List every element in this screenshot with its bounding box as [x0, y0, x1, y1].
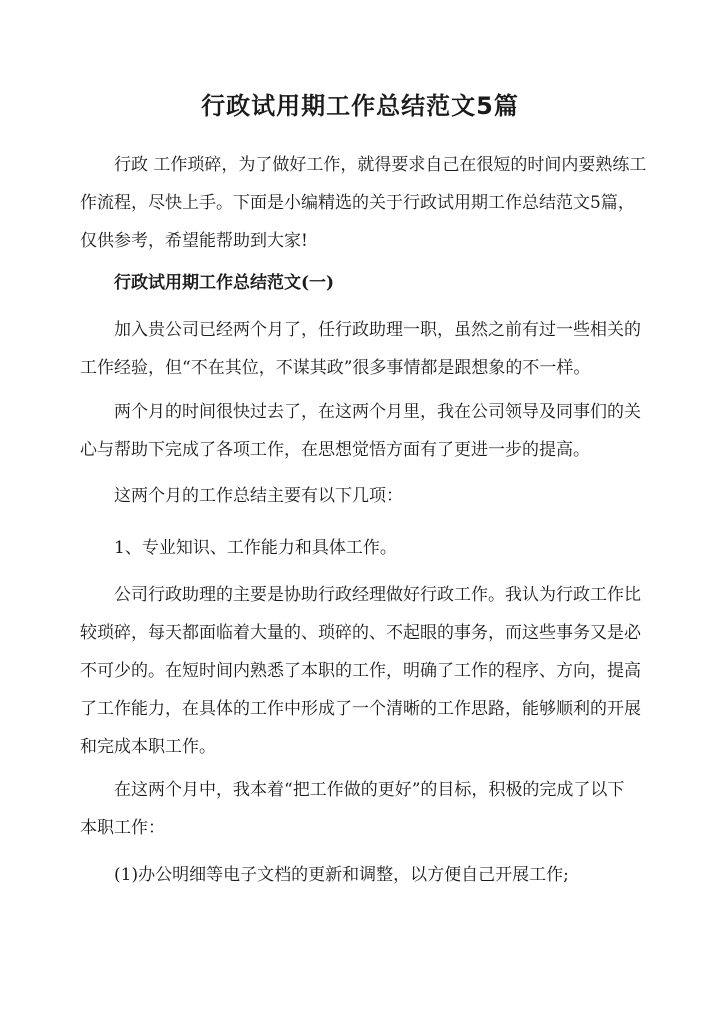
p3-line-1: 这两个月的工作总结主要有以下几项：	[114, 486, 403, 506]
section-heading: 行政试用期工作总结范文(一)	[114, 273, 335, 293]
paragraph-3	[80, 477, 660, 515]
p5-line-3: 不可少的。在短时间内熟悉了本职的工作，明确了工作的程序、方向，提高	[80, 661, 641, 681]
p5-line-2: 较琐碎，每天都面临着大量的、琐碎的、不起眼的事务，而这些事务又是必	[80, 623, 641, 643]
p2-line-2: 心与帮助下完成了各项工作，在思想觉悟方面有了更进一步的提高。	[80, 440, 590, 460]
p5-line-5: 和完成本职工作。	[80, 737, 216, 757]
paragraph-5	[80, 576, 660, 766]
intro-paragraph	[80, 146, 660, 260]
p5-line-1: 公司行政助理的主要是协助行政经理做好行政工作。我认为行政工作比	[114, 585, 641, 605]
paragraph-7	[80, 856, 660, 894]
intro-line-3: 仅供参考，希望能帮助到大家!	[80, 231, 308, 251]
paragraph-6	[80, 771, 660, 847]
paragraph-2	[80, 393, 660, 469]
paragraph-1	[80, 311, 660, 387]
p1-line-2: 工作经验，但“不在其位，不谋其政”很多事情都是跟想象的不一样。	[80, 358, 591, 378]
p2-line-1: 两个月的时间很快过去了，在这两个月里，我在公司领导及同事们的关	[114, 402, 641, 422]
p4-line-1: 1、专业知识、工作能力和具体工作。	[114, 538, 397, 558]
document-title: 行政试用期工作总结范文5篇	[201, 92, 519, 120]
p7-line-1: (1)办公明细等电子文档的更新和调整，以方便自己开展工作;	[114, 865, 569, 885]
intro-line-1: 行政 工作琐碎，为了做好工作，就得要求自己在很短的时间内要熟练工	[114, 155, 647, 175]
p6-line-2: 本职工作：	[80, 818, 165, 838]
paragraph-4	[80, 529, 660, 567]
p5-line-4: 了工作能力，在具体的工作中形成了一个清晰的工作思路，能够顺利的开展	[80, 699, 641, 719]
p6-line-1: 在这两个月中，我本着“把工作做的更好”的目标，积极的完成了以下	[114, 780, 625, 800]
intro-line-2: 作流程，尽快上手。下面是小编精选的关于行政试用期工作总结范文5篇，	[80, 193, 635, 213]
p1-line-1: 加入贵公司已经两个月了，任行政助理一职，虽然之前有过一些相关的	[114, 320, 641, 340]
